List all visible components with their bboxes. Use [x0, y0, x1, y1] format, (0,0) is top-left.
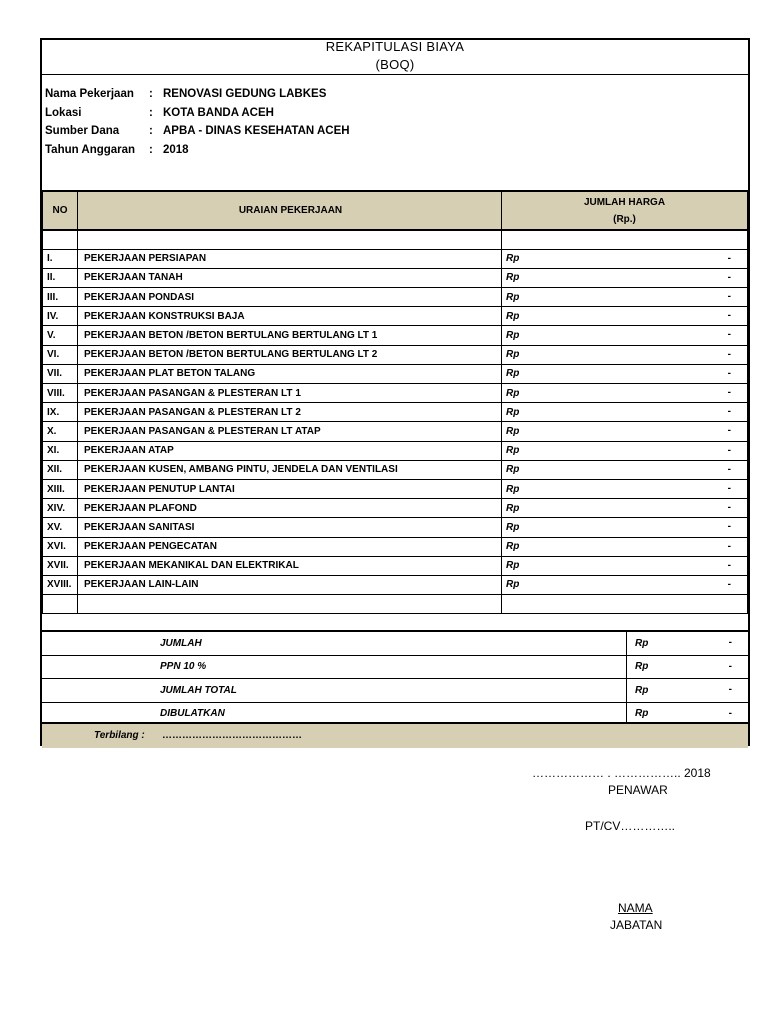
info-row	[45, 125, 350, 144]
info-separator: :	[149, 88, 153, 100]
title-divider	[42, 74, 748, 75]
item-number: XI.	[43, 441, 78, 460]
item-number: II.	[43, 268, 78, 287]
table-row	[43, 441, 748, 460]
amount-value: -	[727, 291, 731, 303]
signature-name: NAMA	[618, 901, 653, 915]
amount-value: -	[727, 367, 731, 379]
currency-label: Rp	[506, 541, 520, 553]
currency-label: Rp	[506, 310, 520, 322]
item-amount	[502, 479, 748, 498]
terbilang-value: ……………………………………	[162, 730, 302, 741]
item-amount	[502, 345, 748, 364]
item-amount	[502, 537, 748, 556]
item-description: PEKERJAAN KUSEN, AMBANG PINTU, JENDELA DAN VENTILASI	[78, 460, 502, 479]
signature-company: PT/CV…………..	[585, 819, 676, 833]
table-header	[43, 191, 748, 230]
item-description: PEKERJAAN MEKANIKAL DAN ELEKTRIKAL	[78, 556, 502, 575]
header-amount-title: JUMLAH HARGA	[583, 196, 666, 208]
signature-position: JABATAN	[610, 918, 663, 932]
info-row	[45, 144, 350, 163]
table-row	[43, 384, 748, 403]
item-description: PEKERJAAN PONDASI	[78, 288, 502, 307]
item-description: PEKERJAAN PENUTUP LANTAI	[78, 479, 502, 498]
info-value: RENOVASI GEDUNG LABKES	[163, 88, 327, 100]
signature-date: ……………… . …………….. 2018	[532, 766, 711, 780]
item-number: VI.	[43, 345, 78, 364]
info-separator: :	[149, 143, 153, 156]
item-amount	[502, 288, 748, 307]
info-row	[45, 88, 350, 107]
item-number: XVI.	[43, 537, 78, 556]
currency-label: Rp	[506, 483, 520, 495]
header-amount-unit: (Rp.)	[613, 213, 636, 225]
table-row	[43, 268, 748, 287]
item-description: PEKERJAAN ATAP	[78, 441, 502, 460]
item-amount	[502, 499, 748, 518]
info-label: Tahun Anggaran	[45, 143, 136, 156]
amount-value: -	[727, 387, 731, 398]
boq-table	[42, 190, 748, 614]
amount-value: -	[727, 502, 731, 514]
item-number: V.	[43, 326, 78, 345]
amount-value: -	[727, 252, 731, 264]
item-amount	[502, 460, 748, 479]
item-amount	[502, 384, 748, 403]
info-value: KOTA BANDA ACEH	[163, 106, 274, 119]
item-description: PEKERJAAN LAIN-LAIN	[78, 575, 502, 594]
amount-value: -	[728, 707, 732, 719]
amount-value: -	[727, 348, 731, 360]
item-description: PEKERJAAN PLAFOND	[78, 499, 502, 518]
amount-value: -	[727, 578, 731, 590]
currency-label: Rp	[506, 349, 520, 361]
amount-value: -	[727, 444, 731, 456]
info-label: Nama Pekerjaan	[45, 88, 134, 100]
table-row	[43, 518, 748, 537]
amount-value: -	[727, 559, 731, 571]
item-number: XIV.	[43, 499, 78, 518]
terbilang-row	[42, 722, 748, 748]
item-description: PEKERJAAN KONSTRUKSI BAJA	[78, 307, 502, 326]
summary-row	[42, 655, 748, 679]
amount-value: -	[727, 406, 731, 418]
summary-label: DIBULATKAN	[42, 702, 627, 726]
table-row	[43, 422, 748, 441]
table-row	[43, 288, 748, 307]
boq-sheet	[40, 38, 750, 746]
summary-label: PPN 10 %	[42, 655, 627, 679]
table-row	[43, 460, 748, 479]
item-amount	[502, 268, 748, 287]
table-row	[43, 499, 748, 518]
currency-label: Rp	[506, 445, 520, 457]
currency-label: Rp	[506, 291, 520, 303]
item-description: PEKERJAAN BETON /BETON BERTULANG BERTULANG LT 2	[78, 345, 502, 364]
item-description: PEKERJAAN PASANGAN & PLESTERAN LT 1	[78, 384, 502, 403]
summary-row	[42, 631, 748, 655]
item-number: VIII.	[43, 384, 78, 403]
document-subtitle: (BOQ)	[375, 57, 415, 72]
currency-label: Rp	[506, 272, 520, 284]
amount-value: -	[727, 540, 731, 552]
info-label: Lokasi	[45, 106, 82, 119]
signature-role: PENAWAR	[608, 783, 668, 797]
info-row	[45, 107, 350, 126]
table-row	[43, 345, 748, 364]
currency-label: Rp	[506, 368, 520, 380]
amount-value: -	[728, 637, 732, 648]
item-number: X.	[43, 422, 78, 441]
header-no: NO	[43, 191, 78, 230]
item-amount	[502, 326, 748, 345]
item-number: IV.	[43, 307, 78, 326]
item-description: PEKERJAAN PASANGAN & PLESTERAN LT ATAP	[78, 422, 502, 441]
item-description: PEKERJAAN SANITASI	[78, 518, 502, 537]
table-row	[43, 575, 748, 594]
summary-label: JUMLAH TOTAL	[42, 679, 627, 703]
item-description: PEKERJAAN PERSIAPAN	[78, 249, 502, 268]
currency-label: Rp	[506, 560, 520, 572]
header-description: URAIAN PEKERJAAN	[78, 191, 502, 230]
currency-label: Rp	[635, 661, 649, 673]
table-row	[43, 556, 748, 575]
amount-value: -	[727, 329, 731, 341]
summary-amount	[627, 655, 749, 679]
item-number: XIII.	[43, 479, 78, 498]
summary-table	[42, 630, 748, 726]
info-separator: :	[149, 125, 153, 137]
item-amount	[502, 441, 748, 460]
table-row-empty	[43, 230, 748, 249]
amount-value: -	[727, 482, 731, 494]
summary-row	[42, 679, 748, 703]
amount-value: -	[727, 521, 731, 533]
info-value: APBA - DINAS KESEHATAN ACEH	[163, 125, 350, 137]
currency-label: Rp	[635, 637, 649, 649]
summary-amount	[627, 631, 749, 655]
item-number: III.	[43, 288, 78, 307]
item-description: PEKERJAAN TANAH	[78, 268, 502, 287]
currency-label: Rp	[506, 579, 520, 591]
info-value: 2018	[163, 143, 189, 156]
item-amount	[502, 422, 748, 441]
summary-amount	[627, 679, 749, 703]
table-row	[43, 537, 748, 556]
info-separator: :	[149, 106, 153, 119]
table-row-empty	[43, 595, 748, 614]
item-amount	[502, 575, 748, 594]
info-label: Sumber Dana	[45, 125, 120, 137]
currency-label: Rp	[506, 387, 520, 399]
item-amount	[502, 307, 748, 326]
terbilang-label: Terbilang :	[94, 730, 145, 741]
table-row	[43, 326, 748, 345]
item-description: PEKERJAAN PENGECATAN	[78, 537, 502, 556]
amount-value: -	[728, 660, 732, 672]
currency-label: Rp	[506, 330, 520, 342]
document-title: REKAPITULASI BIAYA	[325, 39, 465, 54]
table-row	[43, 364, 748, 383]
item-amount	[502, 364, 748, 383]
currency-label: Rp	[635, 684, 649, 696]
amount-value: -	[727, 310, 731, 322]
table-row	[43, 249, 748, 268]
amount-value: -	[727, 463, 731, 475]
item-number: XVIII.	[43, 575, 78, 594]
project-info	[45, 88, 350, 162]
item-number: XVII.	[43, 556, 78, 575]
item-description: PEKERJAAN BETON /BETON BERTULANG BERTULANG LT 1	[78, 326, 502, 345]
currency-label: Rp	[506, 521, 520, 533]
item-number: IX.	[43, 403, 78, 422]
item-number: I.	[43, 249, 78, 268]
item-number: VII.	[43, 364, 78, 383]
amount-value: -	[728, 684, 732, 695]
table-row	[43, 479, 748, 498]
currency-label: Rp	[506, 502, 520, 514]
currency-label: Rp	[506, 253, 520, 265]
item-number: XII.	[43, 460, 78, 479]
currency-label: Rp	[635, 708, 649, 720]
currency-label: Rp	[506, 425, 520, 437]
item-description: PEKERJAAN PASANGAN & PLESTERAN LT 2	[78, 403, 502, 422]
item-amount	[502, 249, 748, 268]
item-number: XV.	[43, 518, 78, 537]
currency-label: Rp	[506, 464, 520, 476]
summary-label: JUMLAH	[42, 631, 627, 655]
item-description: PEKERJAAN PLAT BETON TALANG	[78, 364, 502, 383]
item-amount	[502, 518, 748, 537]
header-amount	[502, 191, 748, 230]
table-row	[43, 403, 748, 422]
item-amount	[502, 403, 748, 422]
amount-value: -	[727, 271, 731, 283]
currency-label: Rp	[506, 406, 520, 418]
table-row	[43, 307, 748, 326]
amount-value: -	[727, 425, 731, 437]
item-amount	[502, 556, 748, 575]
